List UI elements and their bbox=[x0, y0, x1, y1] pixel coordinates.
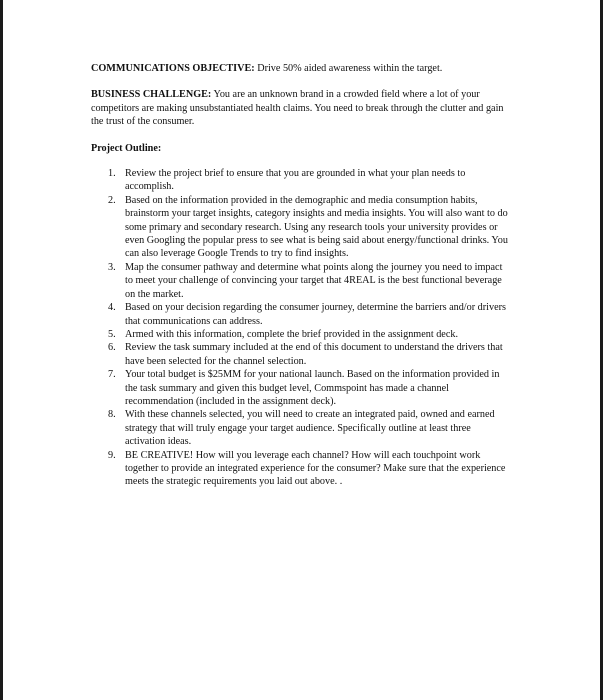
list-item bbox=[108, 341, 511, 368]
list-item-number: 2. bbox=[108, 194, 116, 206]
list-item-text: Map the consumer pathway and determine what points along the journey you need to impact to meet your challenge of convincing your target that 4REAL is the best functional beverage on the market. bbox=[125, 261, 503, 300]
communications-objective bbox=[91, 62, 511, 75]
list-item-number: 9. bbox=[108, 449, 116, 461]
list-item-text: BE CREATIVE! How will you leverage each channel? How will each touchpoint work together to provide an integrated experience for the consumer? Make sure that the experience meets the strategic requirements you laid out above. . bbox=[125, 449, 506, 488]
list-item-number: 8. bbox=[108, 409, 116, 421]
objective-label: COMMUNICATIONS OBJECTIVE: bbox=[91, 63, 255, 74]
list-item-text: Your total budget is $25MM for your national launch. Based on the information provided in the task summary and given this budget level, Commspoint has made a channel recommendation (included in the assignment deck). bbox=[125, 369, 500, 407]
project-outline-list bbox=[91, 167, 511, 489]
business-challenge bbox=[91, 88, 511, 128]
list-item bbox=[108, 194, 511, 261]
list-item bbox=[108, 167, 511, 194]
document-content bbox=[91, 62, 511, 489]
list-item bbox=[108, 301, 511, 328]
project-outline-heading: Project Outline: bbox=[91, 142, 162, 154]
list-item-text: Review the project brief to ensure that you are grounded in what your plan needs to accomplish. bbox=[125, 168, 466, 193]
list-item-number: 6. bbox=[108, 342, 116, 354]
list-item bbox=[108, 449, 511, 489]
list-item-number: 3. bbox=[108, 261, 116, 273]
list-item bbox=[108, 328, 511, 341]
list-item-number: 4. bbox=[108, 302, 116, 314]
list-item-text: With these channels selected, you will need to create an integrated paid, owned and earned strategy that will truly engage your target audience. Specifically outline at least three activation ideas. bbox=[125, 409, 495, 448]
list-item-text: Review the task summary included at the end of this document to understand the drivers that have been selected for the channel selection. bbox=[125, 342, 503, 367]
list-item-number: 7. bbox=[108, 369, 116, 381]
page-left-border bbox=[0, 0, 3, 700]
challenge-label: BUSINESS CHALLENGE: bbox=[91, 89, 212, 101]
list-item bbox=[108, 261, 511, 301]
list-item-text: Armed with this information, complete the brief provided in the assignment deck. bbox=[125, 328, 458, 340]
list-item-text: Based on the information provided in the demographic and media consumption habits, brainstorm your target insights, category insights and media insights. You will also want to do some primary and secondary research. Using any research tools your university provides or even Googling the popular press to see what is being said about energy/functional drinks. You can also leverage Google Trends to try to find insights. bbox=[125, 194, 508, 260]
list-item bbox=[108, 408, 511, 448]
list-item bbox=[108, 368, 511, 408]
challenge-text: You are an unknown brand in a crowded field where a lot of your competitors are making unsubstantiated health claims. You need to break through the clutter and gain the trust of the consumer. bbox=[91, 89, 504, 128]
list-item-text: Based on your decision regarding the consumer journey, determine the barriers and/or drivers that communications can address. bbox=[125, 302, 506, 327]
list-item-number: 1. bbox=[108, 168, 116, 180]
objective-text: Drive 50% aided awareness within the target. bbox=[254, 63, 443, 74]
list-item-number: 5. bbox=[108, 328, 116, 340]
